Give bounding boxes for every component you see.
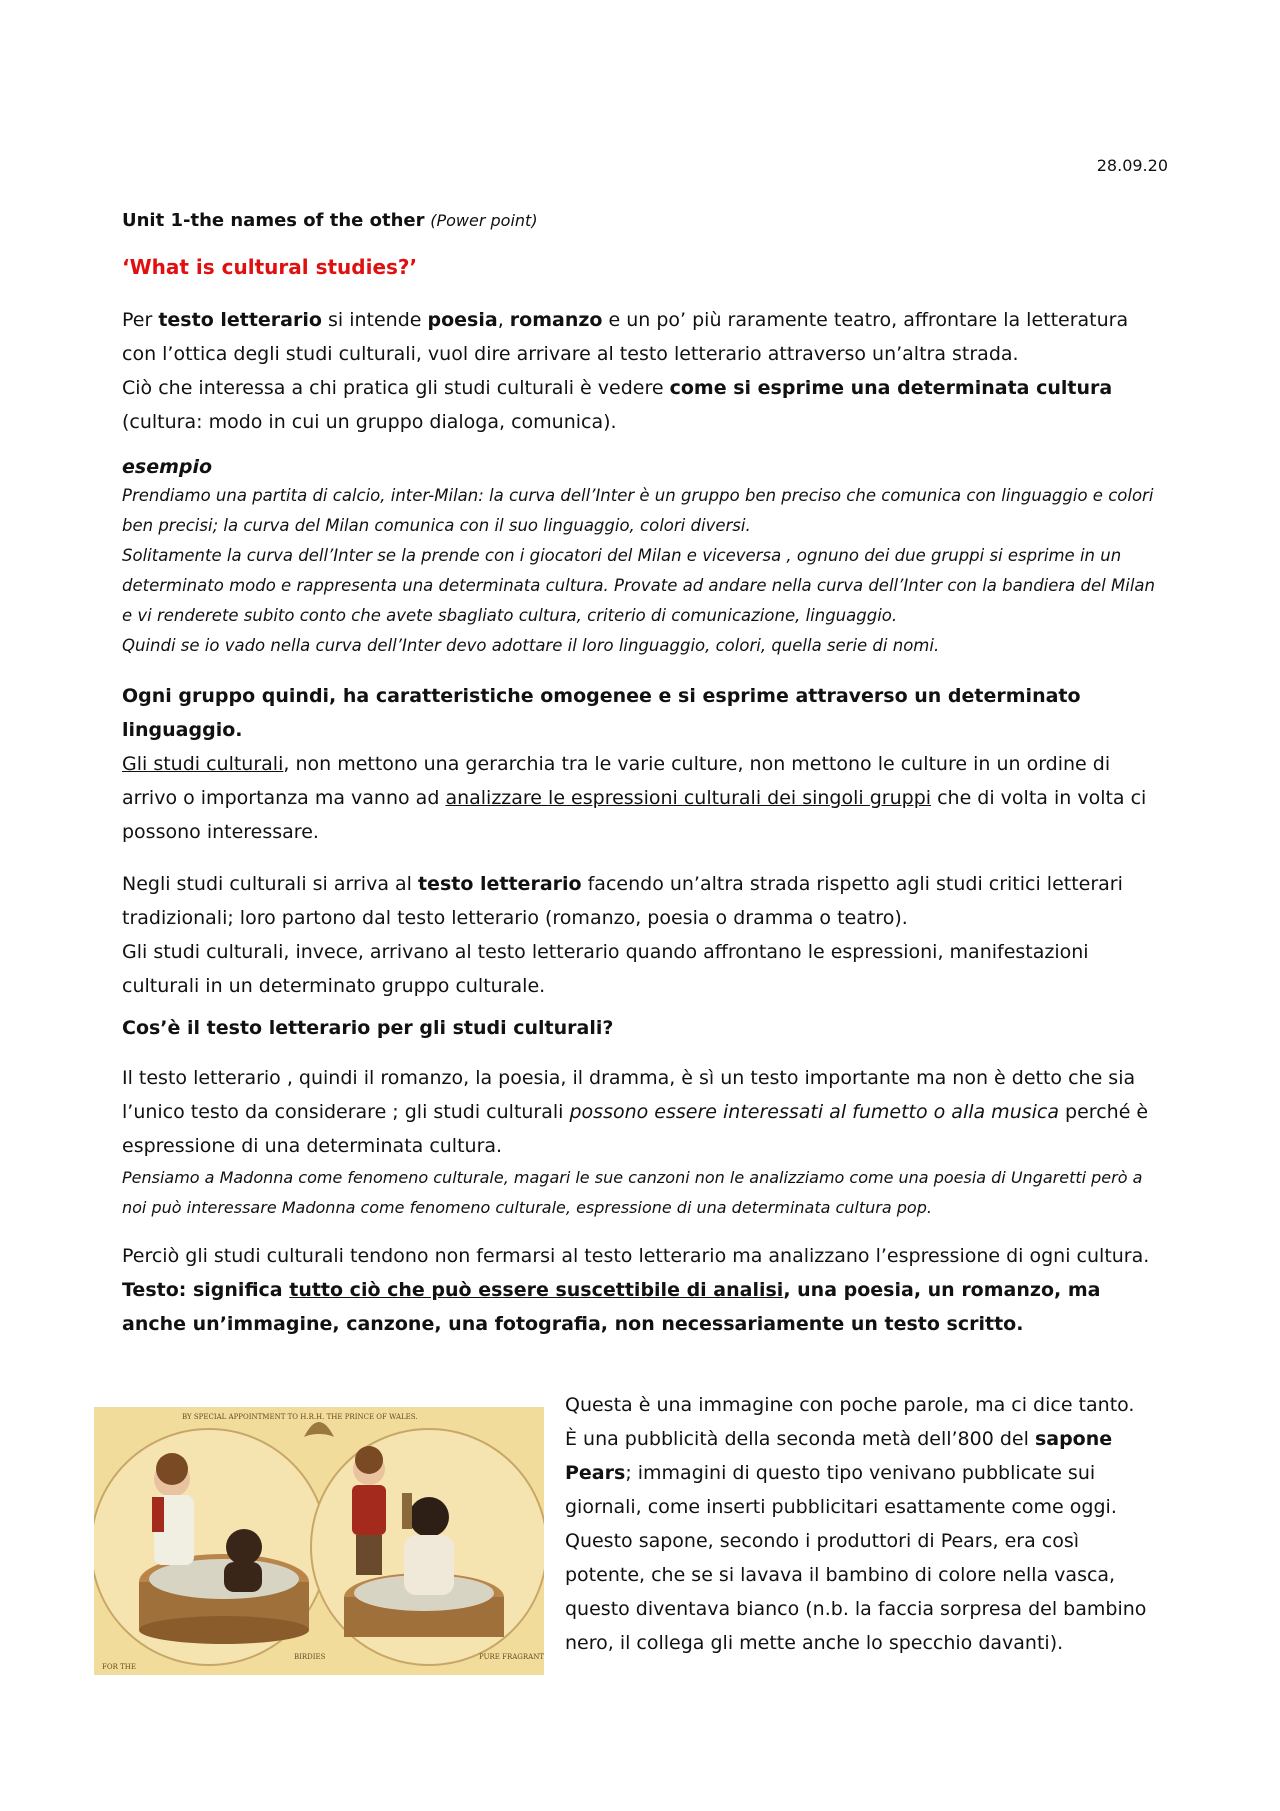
bold-text: sapone Pears bbox=[565, 1428, 1113, 1484]
bold-text: poesia bbox=[427, 309, 498, 331]
madonna-note: Pensiamo a Madonna come fenomeno culturale, magari le sue canzoni non le analizziamo come una poesia di Ungaretti però a noi può interessare Madonna come fenomeno culturale, espressione di una determinata cultura pop. bbox=[122, 1168, 1143, 1217]
unit-title: Unit 1-the names of the other bbox=[122, 210, 425, 231]
right-child-light-hair bbox=[355, 1446, 383, 1474]
bold-text: come si esprime una determinata cultura bbox=[669, 377, 1113, 399]
bold-underlined-text: tutto ciò che può essere suscettibile di analisi bbox=[289, 1279, 784, 1301]
text: Per bbox=[122, 309, 159, 331]
image-description bbox=[565, 1388, 1165, 1660]
right-child-dark bbox=[409, 1497, 449, 1537]
text: Negli studi culturali si arriva al bbox=[122, 873, 418, 895]
paragraph-literary-path bbox=[122, 867, 1162, 1003]
example-label: esempio bbox=[122, 456, 213, 478]
document-body bbox=[122, 210, 1162, 1355]
image-bottom-center-caption: BIRDIES bbox=[294, 1653, 326, 1661]
right-child-light-body bbox=[404, 1535, 454, 1595]
paragraph-intro bbox=[122, 303, 1162, 439]
right-child-shirt bbox=[352, 1485, 386, 1535]
example-block bbox=[122, 453, 1162, 661]
left-child-dark-body bbox=[224, 1562, 262, 1592]
text: perché è espressione di una determinata cultura. bbox=[122, 1101, 1149, 1157]
italic-text: possono essere interessati al fumetto o alla musica bbox=[569, 1101, 1060, 1123]
mirror-icon bbox=[402, 1493, 412, 1529]
left-child-dark bbox=[226, 1529, 262, 1565]
text: ; immagini di questo tipo venivano pubblicate sui giornali, come inserti pubblicitari esattamente come oggi. Questo sapone, secondo i produttori di Pears, era così potente, che se si lavava il bambino di colore nella vasca, questo diventava bianco (n.b. la faccia sorpresa del bambino nero, il collega gli mette anche lo specchio davanti). bbox=[565, 1462, 1147, 1654]
question-heading: Cos’è il testo letterario per gli studi culturali? bbox=[122, 1017, 614, 1039]
text: , non mettono una gerarchia tra le varie culture, non mettono le culture in un ordine di arrivo o importanza ma vanno ad bbox=[122, 753, 1111, 809]
bold-text: romanzo bbox=[509, 309, 603, 331]
paragraph-text-definition bbox=[122, 1239, 1162, 1341]
advertisement-illustration bbox=[94, 1407, 544, 1675]
text: È una pubblicità della seconda metà dell’800 del bbox=[565, 1428, 1035, 1450]
image-bottom-right-caption: PURE FRAGRANT bbox=[479, 1653, 544, 1661]
text: Il testo letterario , quindi il romanzo, la poesia, il dramma, è sì un testo importante ma non è detto che sia l’unico testo da considerare ; gli studi culturali bbox=[122, 1067, 1136, 1123]
image-bottom-left-caption: FOR THE bbox=[102, 1663, 136, 1671]
bold-text: Testo: significa bbox=[122, 1279, 290, 1301]
left-tub-base bbox=[139, 1616, 309, 1644]
text: e un po’ più raramente teatro, affrontare la letteratura con l’ottica degli studi culturali, vuol dire arrivare al testo letterario attraverso un’altra strada. bbox=[122, 309, 1129, 365]
paragraph-groups bbox=[122, 679, 1162, 849]
underlined-text: Gli studi culturali bbox=[122, 753, 284, 775]
left-child-sleeve bbox=[152, 1497, 164, 1532]
text: , bbox=[497, 309, 510, 331]
text: si intende bbox=[321, 309, 428, 331]
unit-subtitle: (Power point) bbox=[430, 211, 538, 230]
date: 28.09.20 bbox=[1096, 156, 1168, 175]
underlined-text: analizzare le espressioni culturali dei singoli gruppi bbox=[445, 787, 932, 809]
text: Perciò gli studi culturali tendono non fermarsi al testo letterario ma analizzano l’espressione di ogni cultura. bbox=[122, 1245, 1150, 1267]
text: Gli studi culturali, invece, arrivano al testo letterario quando affrontano le espressioni, manifestazioni culturali in un determinato gruppo culturale. bbox=[122, 941, 1089, 997]
bold-text: testo letterario bbox=[417, 873, 582, 895]
text: (cultura: modo in cui un gruppo dialoga, comunica). bbox=[122, 411, 617, 433]
text: Questa è una immagine con poche parole, ma ci dice tanto. bbox=[565, 1394, 1135, 1416]
right-child-legs bbox=[356, 1535, 382, 1575]
example-line: Solitamente la curva dell’Inter se la prende con i giocatori del Milan e viceversa , ognuno dei due gruppi si esprime in un determinato modo e rappresenta una determinata cultura. Provate ad andare nella curva dell’Inter con la bandiera del Milan e vi renderete subito conto che avete sbagliato cultura, criterio di comunicazione, linguaggio. bbox=[122, 546, 1155, 625]
image-top-caption: BY SPECIAL APPOINTMENT TO H.R.H. THE PRINCE OF WALES. bbox=[182, 1413, 418, 1421]
text: che di volta in volta ci possono interessare. bbox=[122, 787, 1147, 843]
unit-heading bbox=[122, 210, 1162, 231]
section-title: ‘What is cultural studies?’ bbox=[122, 255, 418, 279]
text: Ciò che interessa a chi pratica gli studi culturali è vedere bbox=[122, 377, 670, 399]
bold-text: , una poesia, un romanzo, ma anche un’immagine, canzone, una fotografia, non necessariamente un testo scritto. bbox=[122, 1279, 1101, 1335]
example-line: Quindi se io vado nella curva dell’Inter devo adottare il loro linguaggio, colori, quella serie di nomi. bbox=[122, 636, 940, 655]
example-line: Prendiamo una partita di calcio, inter-Milan: la curva dell’Inter è un gruppo ben preciso che comunica con linguaggio e colori ben precisi; la curva del Milan comunica con il suo linguaggio, colori diversi. bbox=[122, 486, 1154, 535]
pears-soap-advertisement-image bbox=[94, 1407, 544, 1675]
left-child-hair bbox=[156, 1453, 188, 1485]
bold-text: Ogni gruppo quindi, ha caratteristiche omogenee e si esprime attraverso un determinato linguaggio. bbox=[122, 685, 1081, 741]
text: facendo un’altra strada rispetto agli studi critici letterari tradizionali; loro partono dal testo letterario (romanzo, poesia o dramma o teatro). bbox=[122, 873, 1123, 929]
paragraph-literary-text bbox=[122, 1061, 1162, 1163]
bold-text: testo letterario bbox=[158, 309, 322, 331]
